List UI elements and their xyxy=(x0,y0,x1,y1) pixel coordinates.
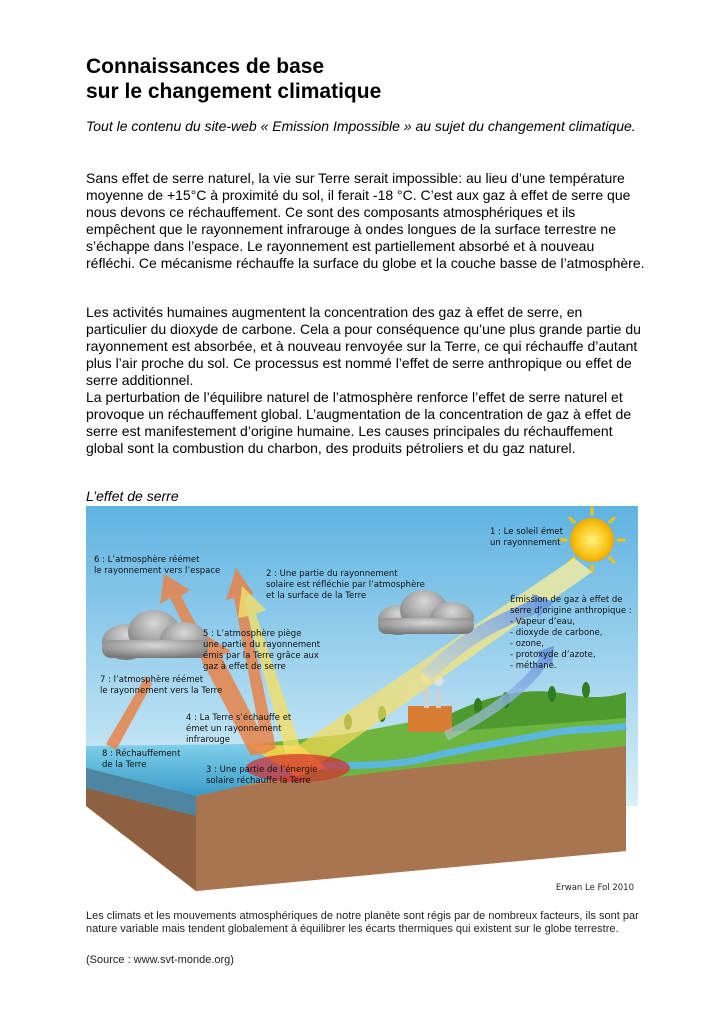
label-4-line2: émet un rayonnement xyxy=(186,724,282,734)
figure-title: L’effet de serre xyxy=(86,488,179,504)
gas-label-line7: - méthane. xyxy=(510,661,557,671)
source-text: (Source : www.svt-monde.org) xyxy=(86,954,234,966)
label-8-line1: 8 : Réchauffement xyxy=(102,749,181,759)
paragraph-2: Les activités humaines augmentent la concentration des gaz à effet de serre, en particulier du dioxyde de carbone. Cela a pour conséquence qu’une plus grande partie du rayonnement est absorbée, et à nouveau renvoyée sur la Terre, ce qui réchauffe d’autant plus l’air proche du sol. Ce processus est nommé l’effet de serre anthropique ou effet de serre additionnel. xyxy=(86,304,641,388)
greenhouse-effect-diagram xyxy=(86,506,638,896)
label-7-line2: le rayonnement vers la Terre xyxy=(100,686,223,696)
label-5-line2: une partie du rayonnement xyxy=(203,640,321,650)
label-3-line2: solaire réchauffe la Terre xyxy=(206,776,311,786)
gas-label-line1: Émission de gaz à effet de xyxy=(510,595,623,605)
figure-credit: Erwan Le Fol 2010 xyxy=(555,883,634,893)
title-line-1: Connaissances de base xyxy=(86,55,325,78)
label-5-line4: gaz à effet de serre xyxy=(203,662,286,672)
label-2-line1: 2 : Une partie du rayonnement xyxy=(266,569,398,579)
gas-label-line4: - dioxyde de carbone, xyxy=(510,628,603,638)
label-3-line1: 3 : Une partie de l’énergie xyxy=(206,765,318,775)
gas-label-line6: - protoxyde d’azote, xyxy=(510,650,596,660)
label-2-line3: et la surface de la Terre xyxy=(266,591,367,601)
label-4-line3: infrarouge xyxy=(186,735,230,745)
paragraph-3: La perturbation de l’équilibre naturel de l’atmosphère renforce l’effet de serre naturel et provoque un réchauffement global. L’augmentation de la concentration de gaz à effet de serre est manifestement d’origine humaine. Les causes principales du réchauffement global sont la combustion du charbon, des produits pétroliers et du gaz naturel. xyxy=(86,389,632,456)
gas-label-line2: serre d’origine anthropique : xyxy=(510,606,632,616)
label-2-line2: solaire est réfléchie par l’atmosphère xyxy=(266,580,425,590)
paragraph-1: Sans effet de serre naturel, la vie sur Terre serait impossible: au lieu d’une température moyenne de +15°C à proximité du sol, il ferait -18 °C. C’est aux gaz à effet de serre que nous devons ce réchauffement. Ce sont des composants atmosphériques et ils empêchent que le rayonnement infrarouge à ondes longues de la surface terrestre ne s’échappe dans l’espace. Le rayonnement est partiellement absorbé et à nouveau réfléchi. Ce mécanisme réchauffe la surface du globe et la couche basse de l’atmosphère. xyxy=(86,170,645,271)
label-1-line1: 1 : Le soleil émet xyxy=(490,527,563,537)
label-5-line3: émis par la Terre grâce aux xyxy=(203,651,319,661)
label-4-line1: 4 : La Terre s’échauffe et xyxy=(186,713,292,723)
label-7-line1: 7 : l’atmosphère réémet xyxy=(100,675,204,685)
page-title xyxy=(86,54,646,104)
label-6-line1: 6 : L’atmosphère réémet xyxy=(94,555,200,565)
gas-label-line3: - Vapeur d’eau, xyxy=(510,617,575,627)
figure-caption: Les climats et les mouvements atmosphériques de notre planète sont régis par de nombreux facteurs, ils sont par nature variable mais tendent globalement à équilibrer les écarts thermiques qui existent sur le globe terrestre. xyxy=(86,910,639,935)
gas-label-line5: - ozone, xyxy=(510,639,544,649)
label-1-line2: un rayonnement xyxy=(490,538,561,548)
title-line-2: sur le changement climatique xyxy=(86,80,382,103)
label-6-line2: le rayonnement vers l’espace xyxy=(94,566,221,576)
label-8-line2: de la Terre xyxy=(102,760,147,770)
label-5-line1: 5 : L’atmosphère piège xyxy=(203,629,302,639)
intro-text: Tout le contenu du site-web « Emission Impossible » au sujet du changement climatique. xyxy=(86,118,636,134)
